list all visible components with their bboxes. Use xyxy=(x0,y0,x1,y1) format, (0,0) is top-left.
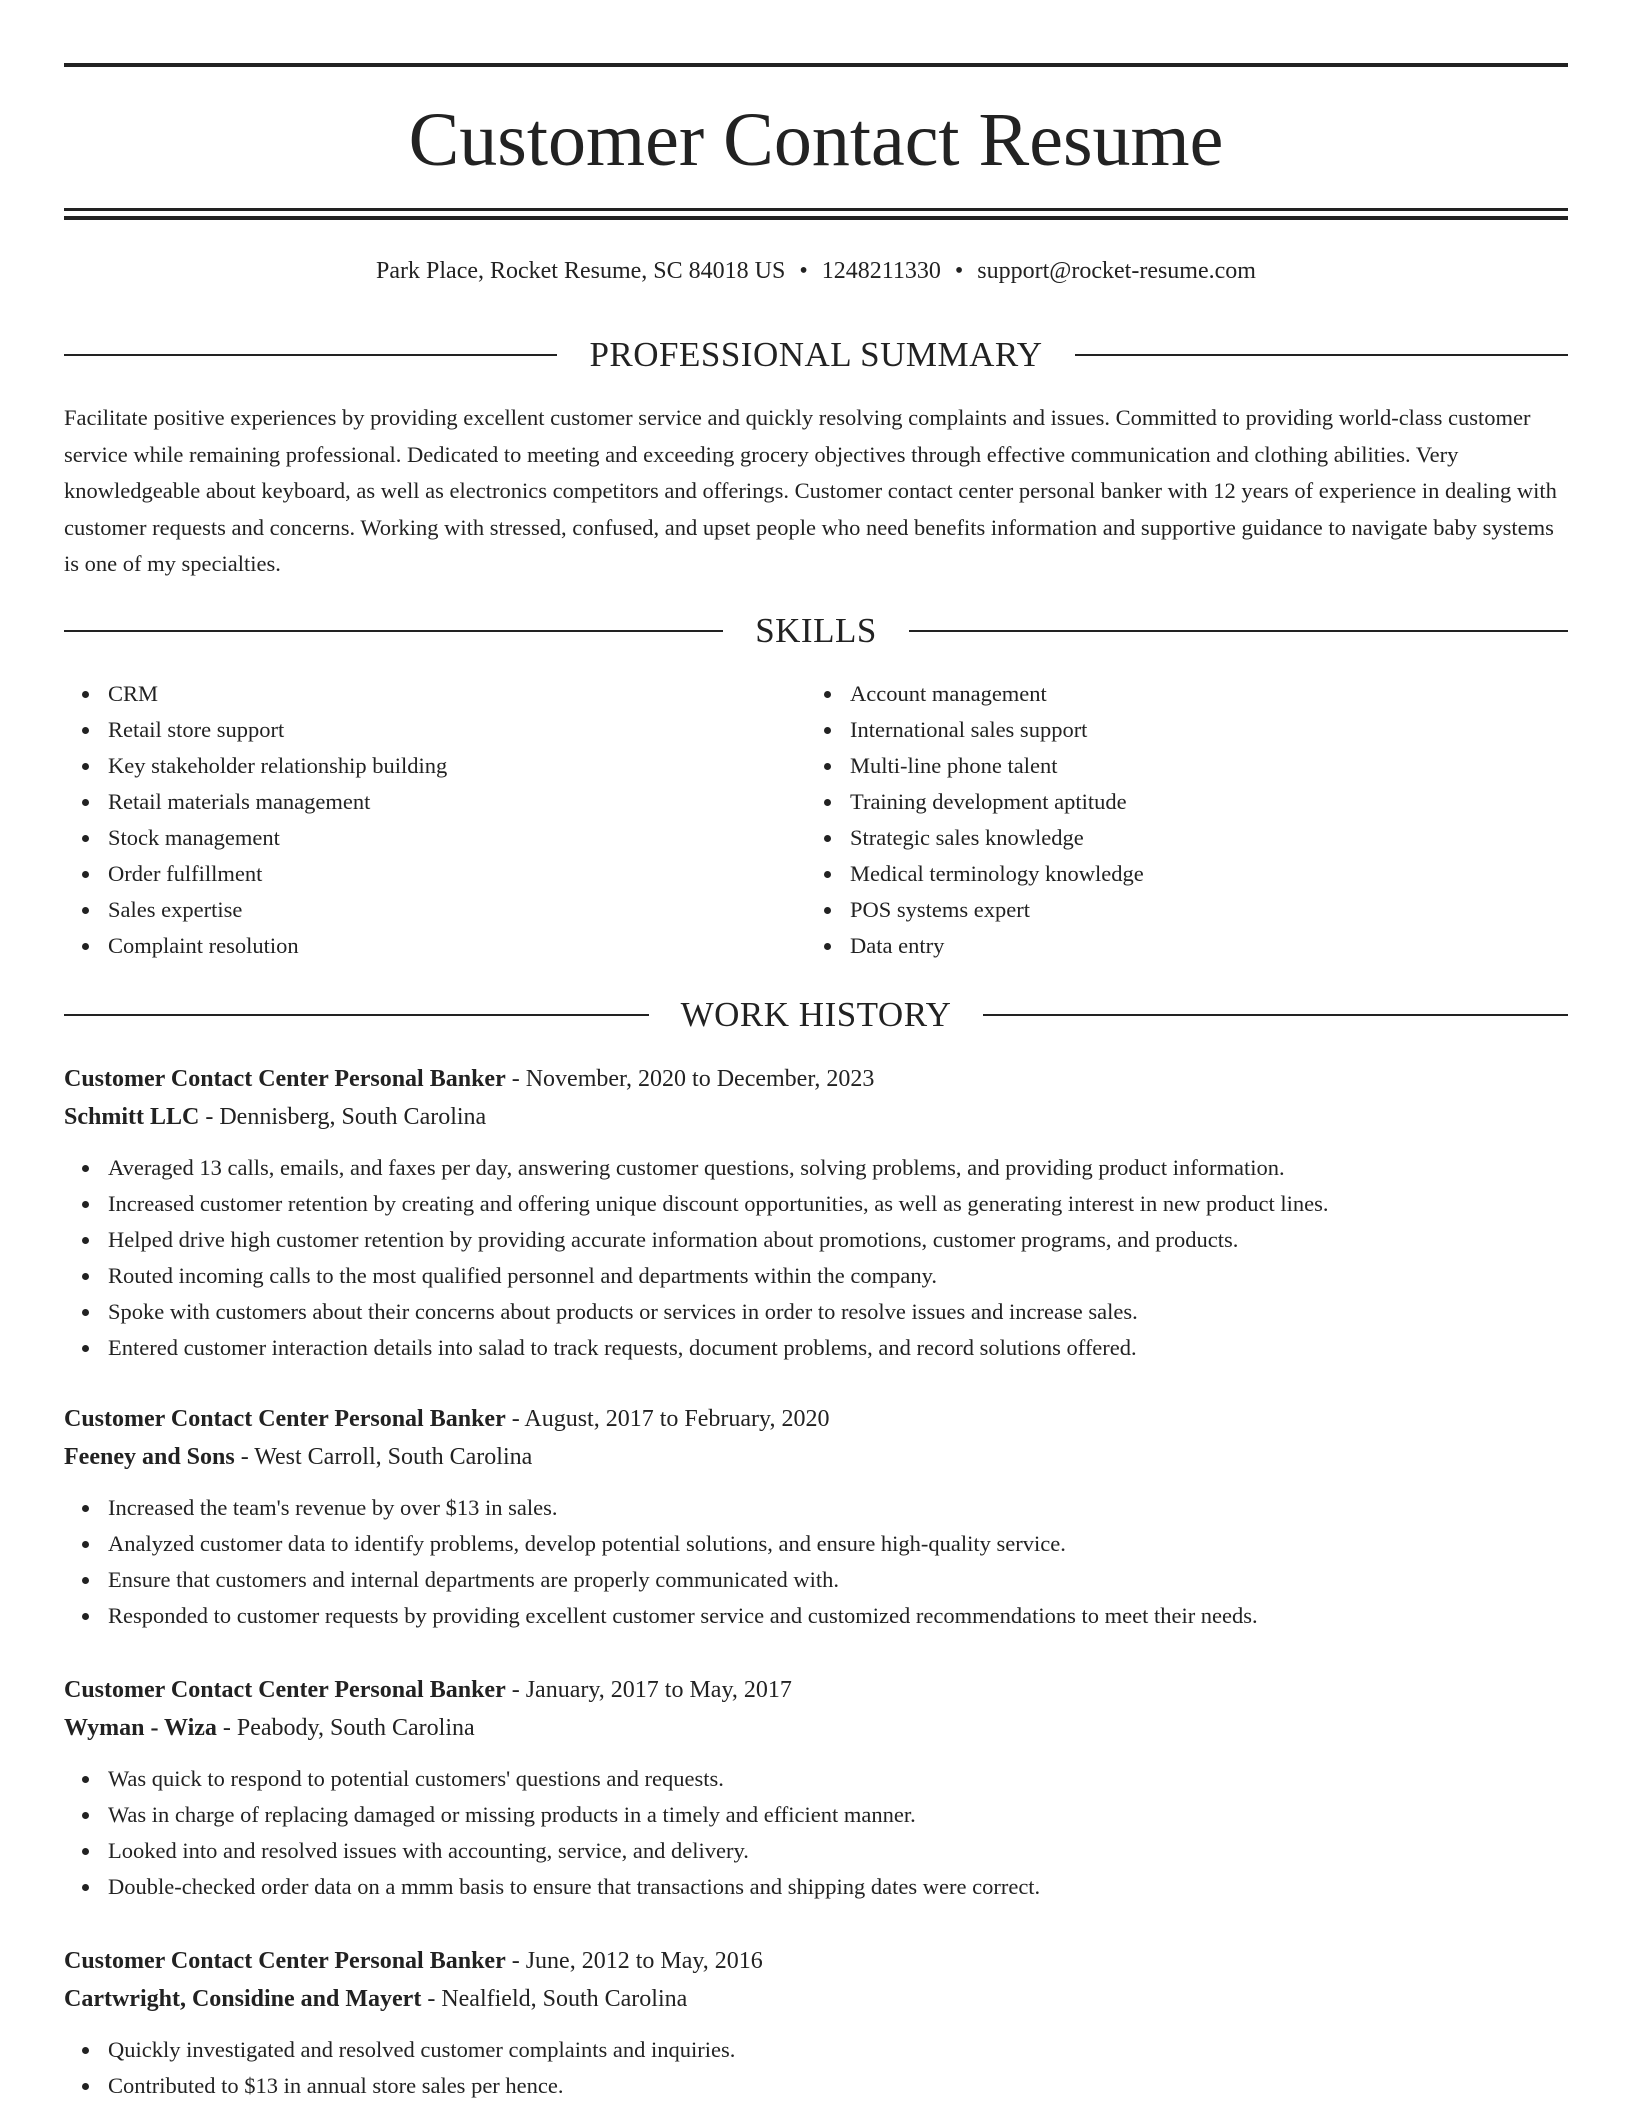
skill-item: Data entry xyxy=(850,928,1548,964)
skill-item: Retail store support xyxy=(108,712,806,748)
job-bullet: Averaged 13 calls, emails, and faxes per day, answering customer questions, solving problems, and providing product information. xyxy=(108,1150,1568,1186)
header-bottom-rule xyxy=(64,208,1568,211)
job-entry xyxy=(64,1400,1568,1634)
job-location: - Nealfield, South Carolina xyxy=(421,1986,688,2012)
job-company: Wyman - Wiza xyxy=(64,1715,217,1741)
divider xyxy=(64,354,557,356)
job-dates: - January, 2017 to May, 2017 xyxy=(505,1677,792,1703)
job-dates: - August, 2017 to February, 2020 xyxy=(505,1406,830,1432)
job-bullet: Quickly investigated and resolved customer complaints and inquiries. xyxy=(108,2032,1568,2068)
job-location: - Peabody, South Carolina xyxy=(216,1715,475,1741)
job-bullet: Routed incoming calls to the most qualified personnel and departments within the company. xyxy=(108,1258,1568,1294)
section-title-summary: PROFESSIONAL SUMMARY xyxy=(589,335,1043,374)
job-entry xyxy=(64,1942,1568,2104)
job-bullet: Helped drive high customer retention by providing accurate information about promotions, customer programs, and products. xyxy=(108,1222,1568,1258)
section-title-skills: SKILLS xyxy=(755,611,877,650)
job-company: Schmitt LLC xyxy=(64,1104,200,1130)
job-title: Customer Contact Center Personal Banker xyxy=(64,1066,506,1092)
section-header-summary xyxy=(64,333,1568,377)
job-company-line xyxy=(64,1098,1568,1136)
divider xyxy=(909,630,1568,632)
job-bullets xyxy=(64,2032,1568,2104)
job-location: - West Carroll, South Carolina xyxy=(234,1444,533,1470)
contact-phone: 1248211330 xyxy=(821,258,941,284)
summary-text: Facilitate positive experiences by providing excellent customer service and quickly resolving complaints and issues. Committed to providing world-class customer service while remaining professional. Dedicated to meeting and exceeding grocery objectives through effective communication and clothing abilities. Very knowledgeable about keyboard, as well as electronics competitors and offerings. Customer contact center personal banker with 12 years of experience in dealing with customer requests and concerns. Working with stressed, confused, and upset people who need benefits information and supportive guidance to navigate baby systems is one of my specialties. xyxy=(64,405,1557,576)
header-top-rule xyxy=(64,63,1568,67)
job-title: Customer Contact Center Personal Banker xyxy=(64,1677,506,1703)
job-bullet: Contributed to $13 in annual store sales per hence. xyxy=(108,2068,1568,2104)
job-company-line xyxy=(64,1980,1568,2018)
skill-item: Multi-line phone talent xyxy=(850,748,1548,784)
job-bullet: Increased the team's revenue by over $13 in sales. xyxy=(108,1490,1568,1526)
skill-item: Sales expertise xyxy=(108,892,806,928)
job-dates: - June, 2012 to May, 2016 xyxy=(505,1948,763,1974)
contact-separator: • xyxy=(954,258,964,284)
job-bullet: Ensure that customers and internal departments are properly communicated with. xyxy=(108,1562,1568,1598)
skill-item: International sales support xyxy=(850,712,1548,748)
job-bullet: Analyzed customer data to identify problems, develop potential solutions, and ensure high-quality service. xyxy=(108,1526,1568,1562)
resume-title: Customer Contact Resume xyxy=(408,98,1224,182)
job-bullet: Double-checked order data on a mmm basis to ensure that transactions and shipping dates were correct. xyxy=(108,1869,1568,1905)
job-title-line xyxy=(64,1400,1568,1438)
job-bullets xyxy=(64,1490,1568,1634)
job-company-line xyxy=(64,1709,1568,1747)
job-title-line xyxy=(64,1671,1568,1709)
skill-item: Strategic sales knowledge xyxy=(850,820,1548,856)
job-title: Customer Contact Center Personal Banker xyxy=(64,1948,506,1974)
skill-item: Medical terminology knowledge xyxy=(850,856,1548,892)
skills-column-left xyxy=(64,676,806,964)
job-title-line xyxy=(64,1942,1568,1980)
job-bullets xyxy=(64,1761,1568,1905)
skills-grid xyxy=(64,676,1568,964)
skills-column-right xyxy=(806,676,1548,964)
divider xyxy=(64,1014,649,1016)
skill-item: Order fulfillment xyxy=(108,856,806,892)
divider xyxy=(64,630,723,632)
skill-item: POS systems expert xyxy=(850,892,1548,928)
job-bullet: Increased customer retention by creating and offering unique discount opportunities, as well as generating interest in new product lines. xyxy=(108,1186,1568,1222)
skill-item: Training development aptitude xyxy=(850,784,1548,820)
job-title: Customer Contact Center Personal Banker xyxy=(64,1406,506,1432)
contact-separator: • xyxy=(799,258,808,284)
skill-item: CRM xyxy=(108,676,806,712)
contact-line xyxy=(64,254,1568,288)
job-company: Cartwright, Considine and Mayert xyxy=(64,1986,422,2012)
job-company: Feeney and Sons xyxy=(64,1444,235,1470)
skill-item: Complaint resolution xyxy=(108,928,806,964)
job-bullet: Spoke with customers about their concerns about products or services in order to resolve issues and increase sales. xyxy=(108,1294,1568,1330)
contact-address: Park Place, Rocket Resume, SC 84018 US xyxy=(376,258,786,284)
job-bullet: Responded to customer requests by providing excellent customer service and customized recommendations to meet their needs. xyxy=(108,1598,1568,1634)
skill-item: Stock management xyxy=(108,820,806,856)
header-bottom-rule-2 xyxy=(64,216,1568,220)
job-bullet: Was quick to respond to potential customers' questions and requests. xyxy=(108,1761,1568,1797)
job-bullet: Entered customer interaction details into salad to track requests, document problems, and record solutions offered. xyxy=(108,1330,1568,1366)
job-title-line xyxy=(64,1060,1568,1098)
job-company-line xyxy=(64,1438,1568,1476)
job-location: - Dennisberg, South Carolina xyxy=(199,1104,487,1130)
divider xyxy=(1075,354,1568,356)
job-entry xyxy=(64,1060,1568,1366)
skill-item: Account management xyxy=(850,676,1548,712)
job-bullets xyxy=(64,1150,1568,1366)
job-bullet: Looked into and resolved issues with accounting, service, and delivery. xyxy=(108,1833,1568,1869)
job-dates: - November, 2020 to December, 2023 xyxy=(505,1066,875,1092)
divider xyxy=(983,1014,1568,1016)
contact-email: support@rocket-resume.com xyxy=(977,258,1256,284)
skill-item: Key stakeholder relationship building xyxy=(108,748,806,784)
section-header-skills xyxy=(64,609,1568,653)
skill-item: Retail materials management xyxy=(108,784,806,820)
section-title-work: WORK HISTORY xyxy=(680,995,952,1034)
job-bullet: Was in charge of replacing damaged or missing products in a timely and efficient manner. xyxy=(108,1797,1568,1833)
job-entry xyxy=(64,1671,1568,1905)
section-header-work xyxy=(64,993,1568,1037)
